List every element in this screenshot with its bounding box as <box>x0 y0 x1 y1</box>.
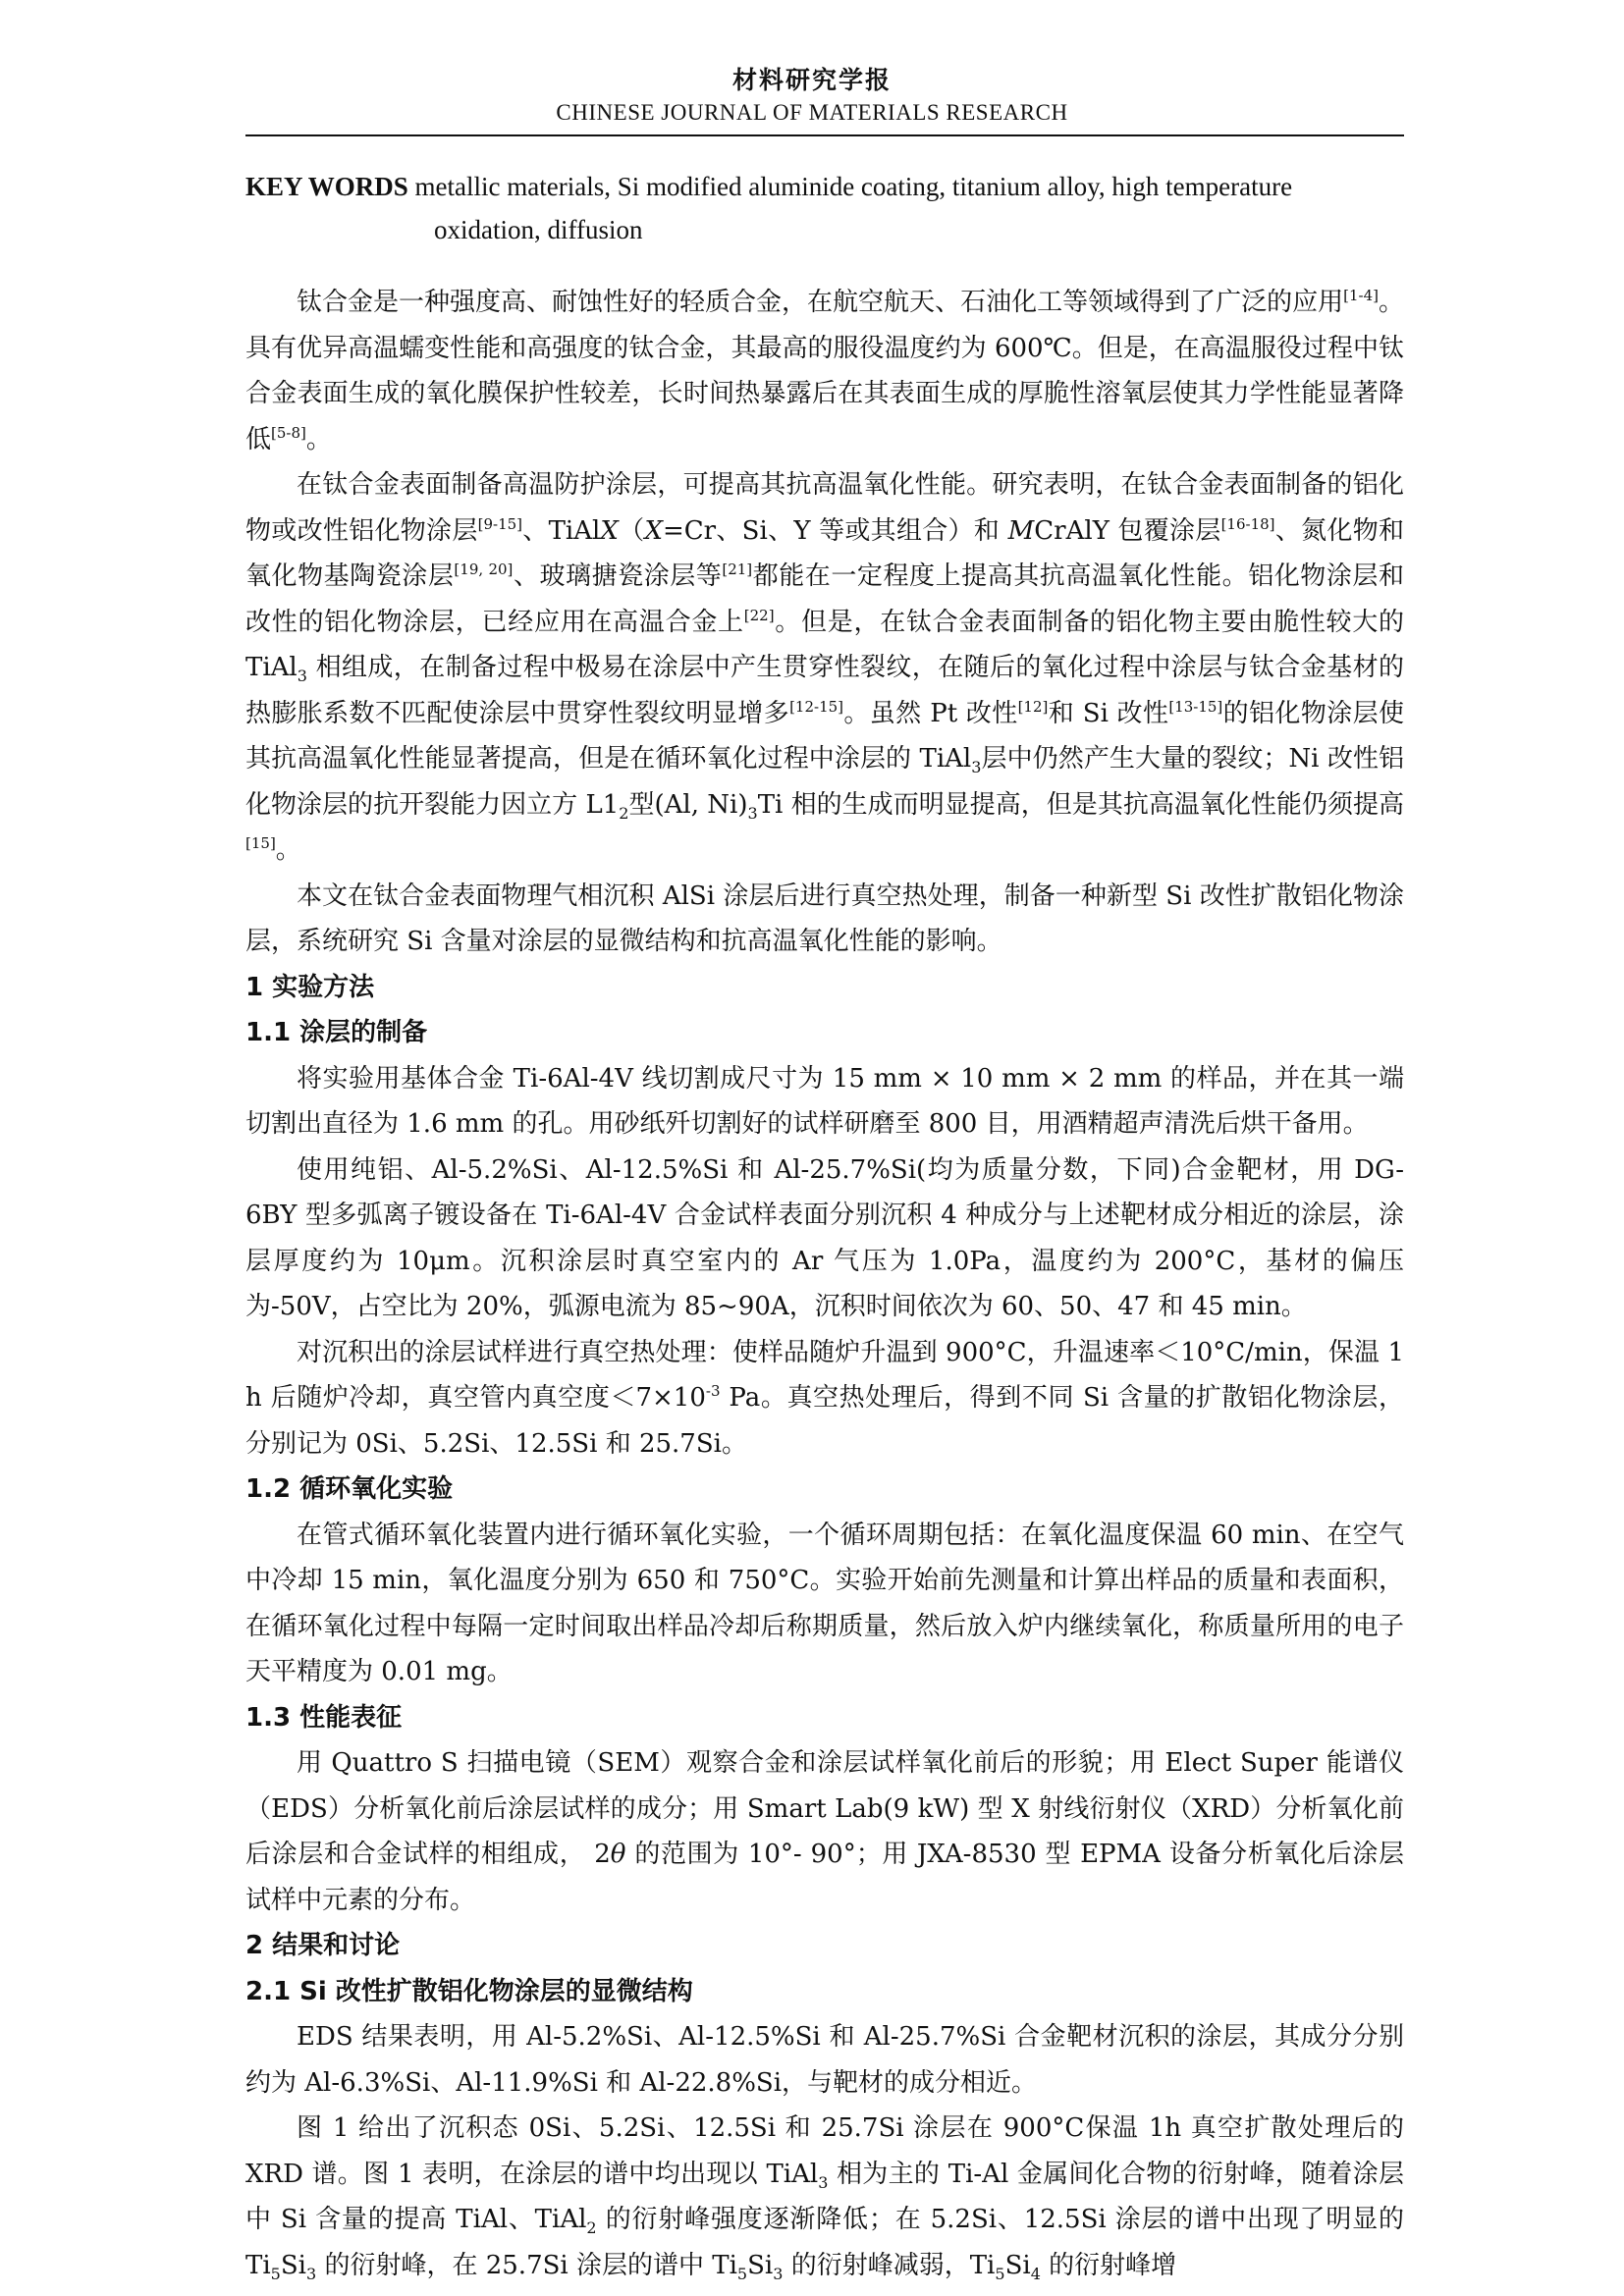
paragraph-1-2: 在管式循环氧化装置内进行循环氧化实验，一个循环周期包括：在氧化温度保温 60 min、在空气中冷却 15 min，氧化温度分别为 650 和 750°C。实验开始前先测量和计算出样品的质量和表面积，在循环氧化过程中每隔一定时间取出样品冷却后称期质量，然后放入炉内继续氧化，称质量所用的电子天平精度为 0.01 mg。 <box>245 1520 1404 1686</box>
citation[interactable]: [12-15] <box>789 697 844 716</box>
keywords-text-1: metallic materials, Si modified aluminide coating, titanium alloy, high temperature <box>414 172 1293 201</box>
citation[interactable]: [21] <box>722 561 753 578</box>
paragraph-2-1-b: 图 1 给出了沉积态 0Si、5.2Si、12.5Si 和 25.7Si 涂层在 900°C保温 1h 真空扩散处理后的 XRD 谱。图 1 表明，在涂层的谱中均出现以 TiAl$_3$ 相为主的 Ti-Al 金属间化合物的衍射峰，随着涂层中 Si 含量的提高 TiAl、TiAl$_2$ 的衍射峰强度逐渐降低；在 5.2Si、12.5Si 涂层的谱中出现了明显的 $Ti_5Si_3$ 的衍射峰，在 25.7Si 涂层的谱中 $Ti_5Si_3$ 的衍射峰减弱，$Ti_5Si_4$ 的衍射峰增 <box>245 2113 1404 2283</box>
article-body <box>245 280 1404 2288</box>
paragraph-1-1-c: 对沉积出的涂层试样进行真空热处理：使样品随炉升温到 900°C，升温速率＜10°C/min，保温 1 h 后随炉冷却，真空管内真空度$<7\times 10^{-3}$ Pa。真空热处理后，得到不同 Si 含量的扩散铝化物涂层，分别记为 0Si、5.2Si、12.5Si 和 25.7Si。 <box>245 1337 1405 1459</box>
intro-paragraph-2: 在钛合金表面制备高温防护涂层，可提高其抗高温氧化性能。研究表明，在钛合金表面制备的铝化物或改性铝化物涂层[9-15]、TiAlX（X=Cr、Si、Y 等或其组合）和 MCrAlY 包覆涂层[16-18]、氮化物和氧化物基陶瓷涂层[19, 20]、玻璃搪瓷涂层等[21]都能在一定程度上提高其抗高温氧化性能。铝化物涂层和改性的铝化物涂层，已经应用在高温合金上[22]。但是，在钛合金表面制备的铝化物主要由脆性较大的 TiAl$_3$ 相组成，在制备过程中极易在涂层中产生贯穿性裂纹，在随后的氧化过程中涂层与钛合金基材的热膨胀系数不匹配使涂层中贯穿性裂纹明显增多[12-15]。虽然 Pt 改性[12]和 Si 改性[13-15]的铝化物涂层使其抗高温氧化性能显著提高，但是在循环氧化过程中涂层的 TiAl$_3$层中仍然产生大量的裂纹；Ni 改性铝化物涂层的抗开裂能力因立方 $L1_2$型(Al, $Ni)_3Ti$ 相的生成而明显提高，但是其抗高温氧化性能仍须提高[15]。 <box>245 470 1404 865</box>
citation[interactable]: [13-15] <box>1168 697 1223 716</box>
keywords-line-2: oxidation, diffusion <box>434 215 643 244</box>
paragraph-1-1-b: 使用纯铝、Al-5.2%Si、Al-12.5%Si 和 Al-25.7%Si(均为质量分数，下同)合金靶材，用 DG-6BY 型多弧离子镀设备在 Ti-6Al-4V 合金试样表面分别沉积 4 种成分与上述靶材成分相近的涂层，涂层厚度约为 10μm。沉积涂层时真空室内的 Ar 气压为 1.0Pa，温度约为 200°C，基材的偏压为-50V，占空比为 20%，弧源电流为 85~90A，沉积时间依次为 60、50、47 和 45 min。 <box>245 1154 1404 1321</box>
citation[interactable]: [12] <box>1017 697 1049 716</box>
section-heading-1: 1 实验方法 <box>245 972 375 1002</box>
keywords-label: KEY WORDS <box>245 172 408 201</box>
keywords-block <box>245 165 1404 251</box>
citation[interactable]: [19, 20] <box>454 561 514 578</box>
citation[interactable]: [16-18] <box>1220 514 1275 533</box>
header-divider <box>245 134 1404 136</box>
paragraph-2-1-a: EDS 结果表明，用 Al-5.2%Si、Al-12.5%Si 和 Al-25.7%Si 合金靶材沉积的涂层，其成分分别约为 Al-6.3%Si、Al-11.9%Si 和 Al-22.8%Si，与靶材的成分相近。 <box>245 2022 1404 2098</box>
section-heading-2: 2 结果和讨论 <box>245 1931 401 1960</box>
subsection-heading-1-1: 1.1 涂层的制备 <box>245 1018 428 1047</box>
citation[interactable]: [22] <box>743 606 775 624</box>
journal-title-cn: 材料研究学报 <box>731 66 892 94</box>
intro-paragraph-1: 钛合金是一种强度高、耐蚀性好的轻质合金，在航空航天、石油化工等领域得到了广泛的应用[1-4]。具有优异高温蠕变性能和高强度的钛合金，其最高的服役温度约为 600℃。但是，在高温服役过程中钛合金表面生成的氧化膜保护性较差，长时间热暴露后在其表面生成的厚脆性溶氧层使其力学性能显著降低[5-8]。 <box>245 287 1404 454</box>
paragraph-1-1-a: 将实验用基体合金 Ti-6Al-4V 线切割成尺寸为 15 mm × 10 mm × 2 mm 的样品，并在其一端切割出直径为 1.6 mm 的孔。用砂纸歼切割好的试样研磨至 800 目，用酒精超声清洗后烘干备用。 <box>245 1063 1404 1139</box>
citation[interactable]: [1-4] <box>1343 287 1379 304</box>
subsection-heading-1-2: 1.2 循环氧化实验 <box>245 1474 454 1504</box>
subsection-heading-2-1: 2.1 Si 改性扩散铝化物涂层的显微结构 <box>245 1976 693 2006</box>
subsection-heading-1-3: 1.3 性能表征 <box>245 1702 403 1733</box>
citation[interactable]: [9-15] <box>477 514 523 533</box>
citation[interactable]: [15] <box>245 834 276 852</box>
citation[interactable]: [5-8] <box>271 423 306 442</box>
intro-paragraph-3: 本文在钛合金表面物理气相沉积 AlSi 涂层后进行真空热处理，制备一种新型 Si 改性扩散铝化物涂层，系统研究 Si 含量对涂层的显微结构和抗高温氧化性能的影响。 <box>245 881 1404 956</box>
keywords-line-1 <box>245 165 1404 208</box>
journal-title-en: CHINESE JOURNAL OF MATERIALS RESEARCH <box>556 100 1068 125</box>
paragraph-1-3: 用 Quattro S 扫描电镜（SEM）观察合金和涂层试样氧化前后的形貌；用 Elect Super 能谱仪（EDS）分析氧化前后涂层试样的成分；用 Smart Lab(9 kW) 型 X 射线衍射仪（XRD）分析氧化前后涂层和合金试样的相组成， 2θ 的范围为 10°- 90°；用 JXA-8530 型 EPMA 设备分析氧化后涂层试样中元素的分布。 <box>245 1748 1404 1915</box>
